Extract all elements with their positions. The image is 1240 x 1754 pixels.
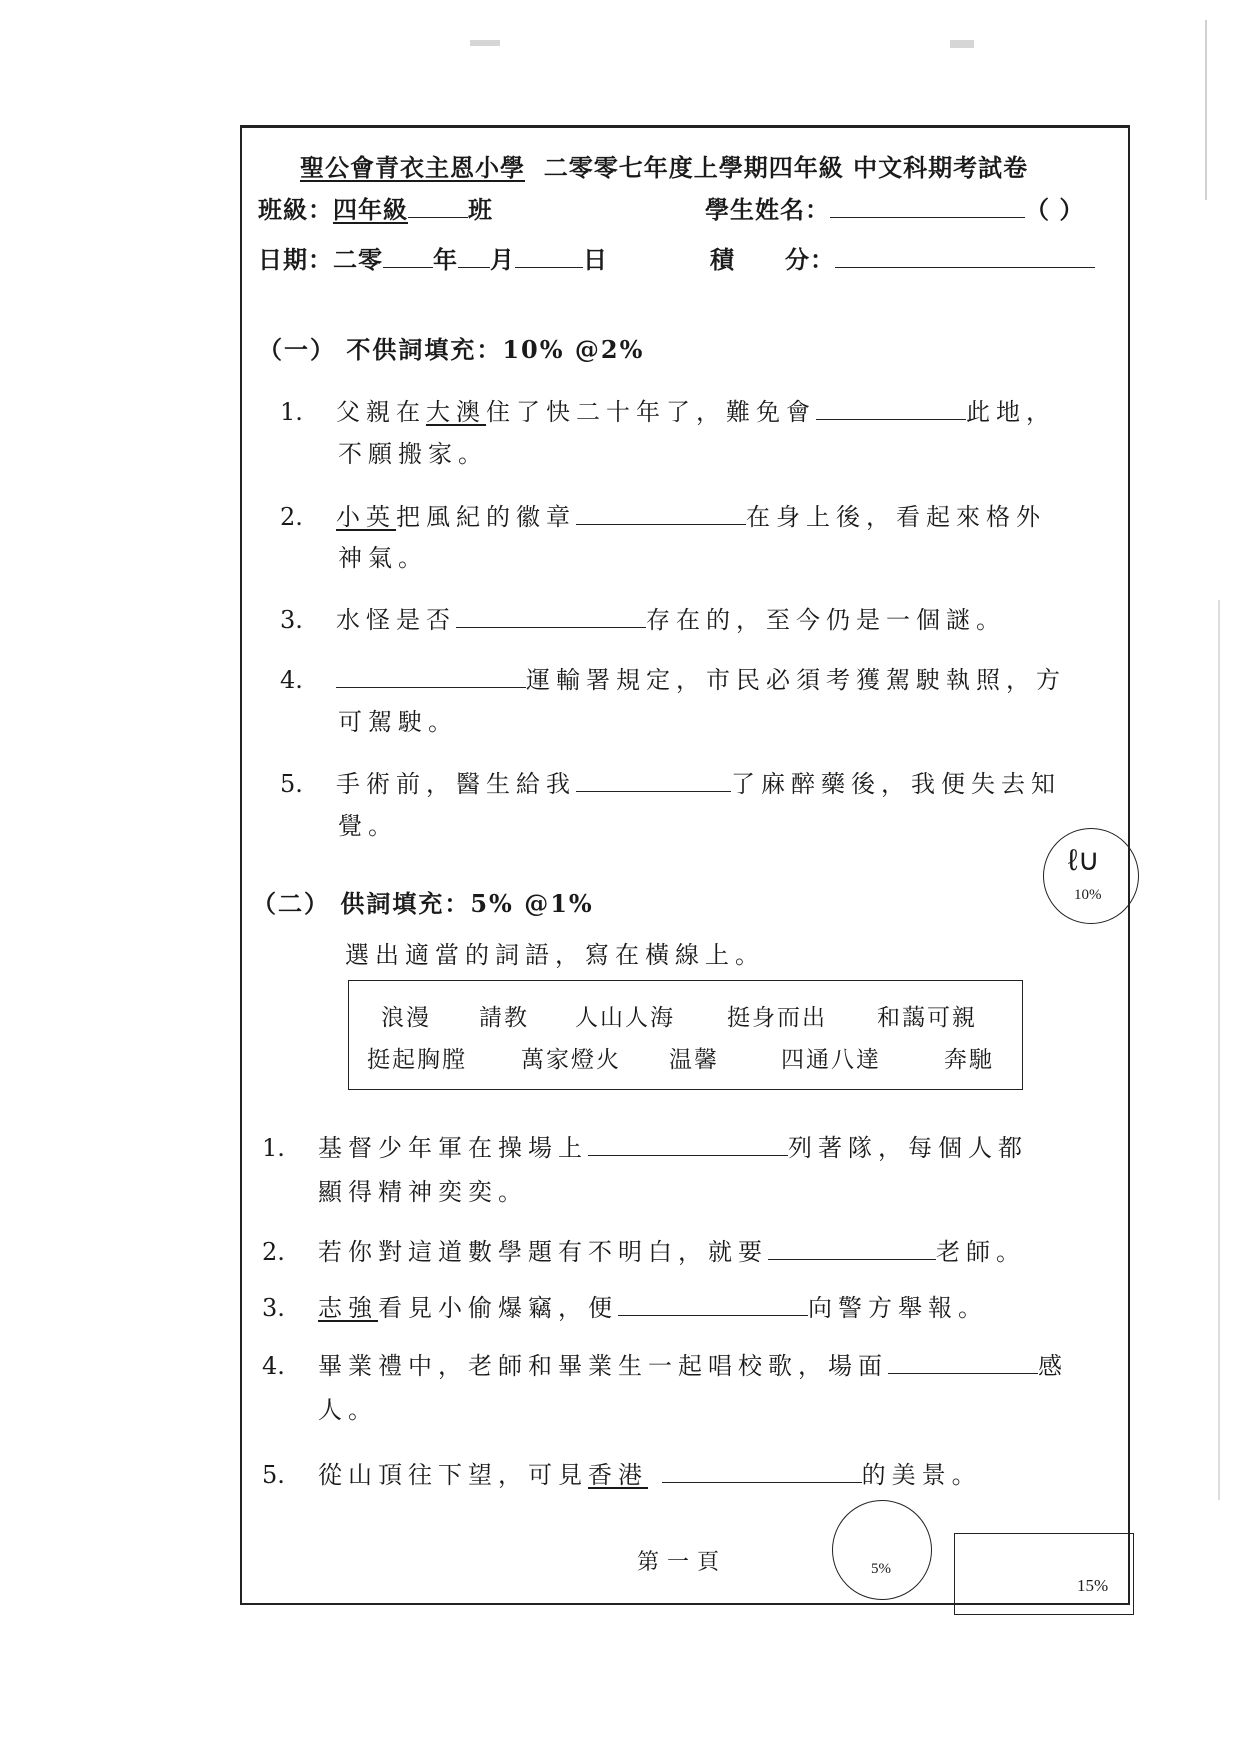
answer-blank[interactable]: [456, 603, 646, 628]
question-number: 5.: [262, 1461, 285, 1489]
name-paren: （ ）: [1025, 195, 1085, 224]
word-option: 挺起胸膛: [367, 1047, 467, 1073]
page-number: 第一頁: [637, 1550, 728, 1575]
exam-title: 二零零七年度上學期四年級 中文科期考試卷: [543, 153, 1029, 182]
question-text: 從山頂往下望，可見: [318, 1461, 588, 1489]
name-row: [705, 190, 1084, 225]
word-option: 奔馳: [944, 1047, 994, 1073]
class-suffix: 班: [468, 195, 493, 224]
question-number: 4.: [262, 1352, 285, 1380]
class-row: [258, 190, 493, 225]
score-row: [710, 240, 1095, 275]
scan-edge-mark: [1205, 20, 1207, 200]
word-bank: [348, 980, 1023, 1090]
s2-q4-line2: 人。: [318, 1396, 378, 1424]
answer-blank[interactable]: [618, 1291, 808, 1316]
s1-q5: [280, 764, 1061, 799]
question-number: 1.: [262, 1134, 285, 1162]
question-text: 運輸署規定，市民必須考獲駕駛執照，方: [526, 666, 1066, 694]
section1-score-circle: [1043, 828, 1139, 924]
answer-blank[interactable]: [576, 500, 746, 525]
s1-q2: [280, 497, 1046, 532]
s1-q4-line2: 可駕駛。: [338, 708, 458, 736]
question-text: 老師。: [936, 1238, 1026, 1266]
question-number: 1.: [280, 398, 303, 426]
question-text: 水怪是否: [336, 606, 456, 634]
word-option: 浪漫: [381, 1005, 431, 1031]
date-row: [258, 240, 608, 275]
question-number: 3.: [280, 606, 303, 634]
question-text: 畢業禮中，老師和畢業生一起唱校歌，場面: [318, 1352, 888, 1380]
question-text: 基督少年軍在操場上: [318, 1134, 588, 1162]
word-option: 挺身而出: [727, 1005, 827, 1031]
question-text: 向警方舉報。: [808, 1294, 988, 1322]
question-number: 5.: [280, 770, 303, 798]
section2-title: （二） 供詞填充：5% @1%: [252, 889, 594, 918]
person-name: 志強: [318, 1294, 378, 1322]
question-text: 父親在: [336, 398, 426, 426]
s2-q3: [262, 1288, 988, 1323]
score-label: 積 分：: [710, 245, 835, 274]
word-option: 人山人海: [575, 1005, 675, 1031]
person-name: 小英: [336, 503, 396, 531]
answer-blank[interactable]: [768, 1235, 936, 1260]
score-blank[interactable]: [835, 243, 1095, 268]
question-text: 存在的，至今仍是一個謎。: [646, 606, 1006, 634]
answer-blank[interactable]: [888, 1349, 1038, 1374]
s1-q4: [280, 660, 1066, 695]
question-number: 2.: [262, 1238, 285, 1266]
s1-q1: [280, 392, 1056, 427]
place-name: 香港: [588, 1461, 648, 1489]
place-name: 大澳: [426, 398, 486, 426]
school-name: 聖公會青衣主恩小學: [300, 153, 525, 182]
name-blank[interactable]: [830, 193, 1025, 218]
s2-q2: [262, 1232, 1026, 1267]
s1-q1-line2: 不願搬家。: [338, 440, 488, 468]
question-text: 手術前，醫生給我: [336, 770, 576, 798]
question-text: 了麻醉藥後，我便失去知: [731, 770, 1061, 798]
s2-q4: [262, 1346, 1068, 1381]
question-text: 此地，: [966, 398, 1056, 426]
question-text: 把風紀的徽章: [396, 503, 576, 531]
class-value: 四年級: [333, 195, 408, 224]
section2-score-circle: [832, 1500, 932, 1600]
date-day: 日: [583, 245, 608, 274]
word-option: 請教: [479, 1005, 529, 1031]
section1-score: 10%: [1074, 887, 1102, 903]
scan-edge-mark: [1218, 600, 1220, 1500]
question-text: 的美景。: [861, 1461, 982, 1489]
section1-title: （一） 不供詞填充：10% @2%: [258, 335, 645, 364]
section2-instruction: 選出適當的詞語，寫在橫線上。: [345, 941, 765, 969]
handwritten-mark: ℓ∪: [1068, 844, 1100, 877]
total-score-box: [954, 1533, 1134, 1615]
scan-speck: [470, 40, 500, 46]
question-number: 3.: [262, 1294, 285, 1322]
answer-blank[interactable]: [816, 395, 966, 420]
class-label: 班級：: [258, 195, 333, 224]
answer-blank[interactable]: [336, 663, 526, 688]
word-option: 温馨: [669, 1047, 719, 1073]
s2-q1: [262, 1128, 1028, 1163]
question-text: 感: [1038, 1352, 1068, 1380]
s1-q2-line2: 神氣。: [338, 544, 428, 572]
word-option: 和藹可親: [877, 1005, 977, 1031]
paper-title: [300, 148, 1028, 183]
date-year: 年: [433, 245, 458, 274]
scan-speck: [950, 40, 974, 48]
month-blank[interactable]: [458, 243, 490, 268]
question-text: 住了快二十年了，難免會: [486, 398, 816, 426]
s2-q1-line2: 顯得精神奕奕。: [318, 1178, 528, 1206]
answer-blank[interactable]: [576, 767, 731, 792]
question-number: 4.: [280, 666, 303, 694]
question-number: 2.: [280, 503, 303, 531]
answer-blank[interactable]: [588, 1131, 788, 1156]
answer-blank[interactable]: [662, 1458, 862, 1483]
name-label: 學生姓名：: [705, 195, 830, 224]
word-option: 萬家燈火: [521, 1047, 621, 1073]
day-blank[interactable]: [515, 243, 583, 268]
year-blank[interactable]: [383, 243, 433, 268]
question-text: 看見小偷爆竊，便: [378, 1294, 618, 1322]
s2-q5: [262, 1455, 982, 1490]
date-month: 月: [490, 245, 515, 274]
question-text: 在身上後，看起來格外: [746, 503, 1046, 531]
total-score: 15%: [1077, 1576, 1109, 1595]
question-text: 若你對這道數學題有不明白，就要: [318, 1238, 768, 1266]
class-blank[interactable]: [408, 193, 468, 218]
section2-score: 5%: [871, 1561, 891, 1577]
s1-q3: [280, 600, 1006, 635]
word-option: 四通八達: [781, 1047, 881, 1073]
date-label: 日期：二零: [258, 245, 383, 274]
s1-q5-line2: 覺。: [338, 812, 398, 840]
question-text: 列著隊，每個人都: [788, 1134, 1028, 1162]
